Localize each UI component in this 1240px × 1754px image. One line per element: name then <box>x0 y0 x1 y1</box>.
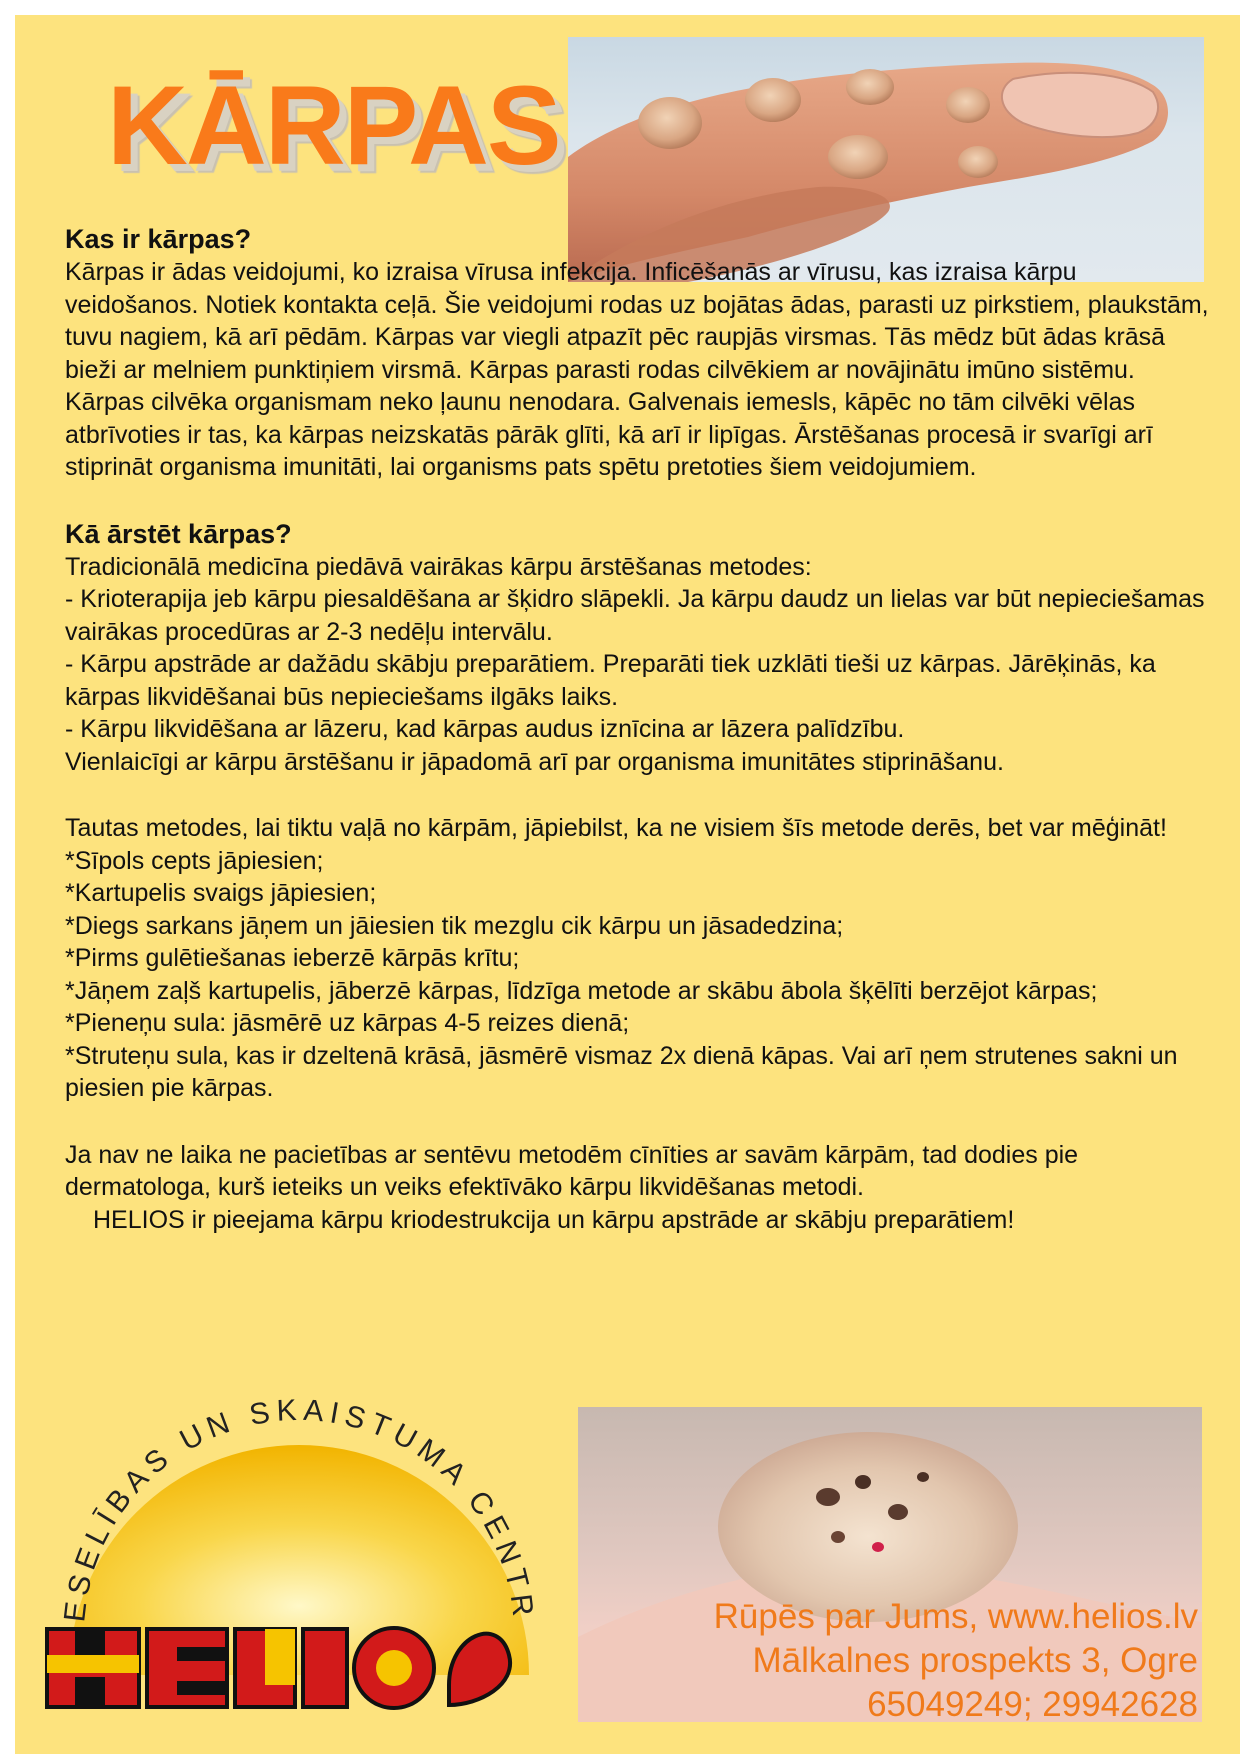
logo-brand-text: HELIOS <box>297 1735 301 1736</box>
contact-phones: 65049249; 29942628 <box>867 1685 1198 1724</box>
treatment-line: Vienlaicīgi ar kārpu ārstēšanu ir jāpadomā arī par organisma imunitātes stiprināšanu. <box>65 747 1004 776</box>
page-title: KĀRPAS <box>107 63 560 188</box>
treatment-line: - Kārpu apstrāde ar dažādu skābju preparātiem. Preparāti tiek uzklāti tieši uz kārpas. Jārēķinās, ka kārpas likvidēšanai būs nepieciešams ilgāks laiks. <box>65 650 1156 711</box>
folk-item: *Diegs sarkans jāņem un jāiesien tik mezglu cik kārpu un jāsadedzina; <box>65 911 844 940</box>
folk-intro: Tautas metodes, lai tiktu vaļā no kārpām, jāpiebilst, ka ne visiem šīs metode derēs, bet var mēģināt! <box>65 814 1167 842</box>
treatment-line: - Krioterapija jeb kārpu piesaldēšana ar šķidro slāpekli. Ja kārpu daudz un lielas var būt nepieciešamas vairākas procedūras ar 2-3 nedēļu intervālu. <box>65 585 1205 646</box>
folk-item: *Kartupelis svaigs jāpiesien; <box>65 879 377 907</box>
folk-item: *Struteņu sula, kas ir dzeltenā krāsā, jāsmērē vismaz 2x dienā kāpas. Vai arī ņem strutenes sakni un piesien pie kārpas. <box>65 1041 1178 1102</box>
paragraph: Kārpas cilvēka organismam neko ļaunu nenodara. Galvenais iemesls, kāpēc no tām cilvēki vēlas atbrīvoties ir tas, ka kārpas neizskatās pārāk glīti, kā arī ir lipīgas. Ārstēšanas procesā ir svarīgi arī stiprināt organisma imunitāti, lai organisms pats spētu pretoties šiem veidojumiem. <box>65 388 1153 481</box>
section-heading-treatment: Kā ārstēt kārpas? <box>65 518 292 549</box>
folk-item: *Sīpols cepts jāpiesien; <box>65 846 324 875</box>
article-body <box>65 222 1215 1236</box>
contact-block <box>714 1595 1198 1727</box>
section-heading-what: Kas ir kārpas? <box>65 224 252 254</box>
contact-address: Mālkalnes prospekts 3, Ogre <box>752 1641 1198 1680</box>
treatment-line: Tradicionālā medicīna piedāvā vairākas kārpu ārstēšanas metodes: <box>65 552 812 581</box>
contact-website: Rūpēs par Jums, www.helios.lv <box>713 1597 1198 1636</box>
helios-highlight: HELIOS ir pieejama kārpu kriodestrukcija un kārpu apstrāde ar skābju preparātiem! <box>93 1205 1015 1234</box>
logo-arc-text: ESELĪBAS UN SKAISTUMA CENTR <box>58 1393 540 1624</box>
closing-paragraph: Ja nav ne laika ne pacietības ar sentēvu metodēm cīnīties ar savām kārpām, tad dodies pie dermatologa, kurš ieteiks un veiks efektīvāko kārpu likvidēšanas metodi. <box>65 1140 1079 1201</box>
paragraph: Kārpas ir ādas veidojumi, ko izraisa vīrusa infekcija. Inficēšanās ar vīrusu, kas izraisa kārpu veidošanos. Notiek kontakta ceļā. Šie veidojumi rodas uz bojātas ādas, parasti uz pirkstiem, plaukstām, tuvu nagiem, kā arī pēdām. Kārpas var viegli atpazīt pēc raupjās virsmas. Tās mēdz būt ādas krāsā bieži ar melniem punktiņiem virsmā. Kārpas parasti rodas cilvēkiem ar novājinātu imūno sistēmu. <box>65 258 1209 384</box>
folk-item: *Pirms gulētiešanas ieberzē kārpās krītu; <box>65 944 520 972</box>
folk-item: *Pieneņu sula: jāsmērē uz kārpas 4-5 reizes dienā; <box>65 1009 630 1037</box>
treatment-line: - Kārpu likvidēšana ar lāzeru, kad kārpas audus iznīcina ar lāzera palīdzību. <box>65 715 905 743</box>
folk-item: *Jāņem zaļš kartupelis, jāberzē kārpas, līdzīga metode ar skābu ābola šķēlīti berzējot kārpas; <box>65 976 1098 1005</box>
helios-logo <box>29 1385 569 1745</box>
flyer-page <box>15 15 1240 1754</box>
